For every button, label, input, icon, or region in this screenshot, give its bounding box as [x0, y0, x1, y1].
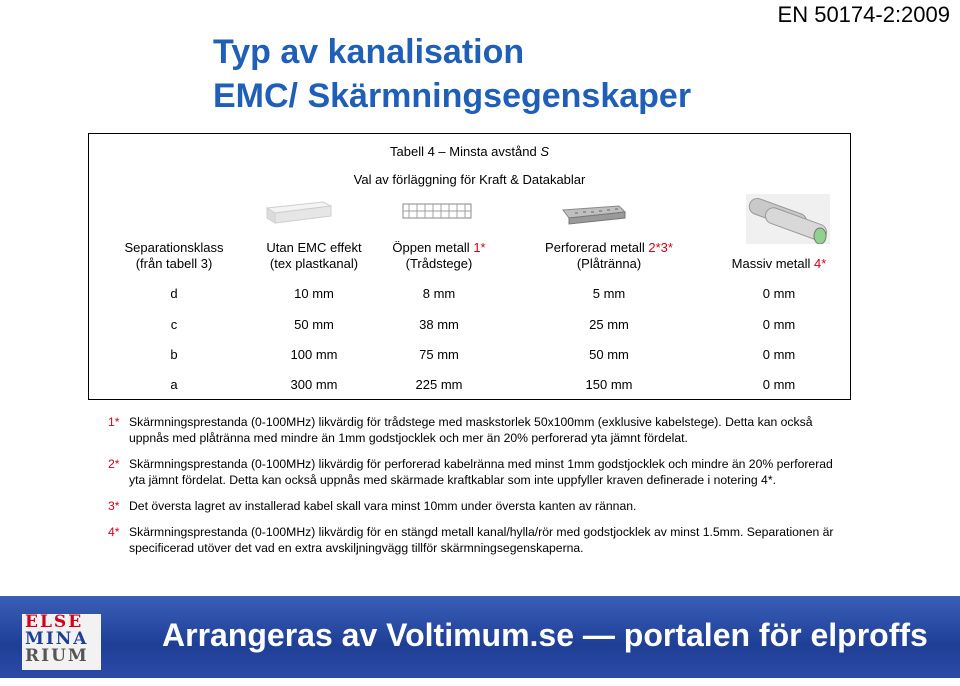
header-perforated-metal: Perforerad metall 2*3* (Plåtränna): [545, 240, 673, 271]
title-line-1: Typ av kanalisation: [213, 33, 525, 71]
table-row: b 100 mm 75 mm 50 mm 0 mm: [170, 347, 796, 362]
wire-tray-image: [399, 200, 475, 224]
footnote-number: 3*: [108, 499, 120, 513]
plastic-duct-image: [263, 196, 335, 224]
footnotes: [108, 414, 848, 566]
separation-table: [88, 133, 851, 400]
footnote-number: 4*: [108, 525, 120, 539]
table-row: d 10 mm 8 mm 5 mm 0 mm: [170, 286, 796, 301]
header-open-metal: Öppen metall 1* (Trådstege): [392, 240, 486, 271]
footnote: [108, 524, 848, 556]
footnote-text: Det översta lagret av installerad kabel skall vara minst 10mm under översta kanten av rännan.: [129, 499, 637, 513]
table-row: c 50 mm 38 mm 25 mm 0 mm: [170, 317, 796, 332]
elseminarium-logo[interactable]: ELSE MINA RIUM: [22, 614, 101, 670]
table-subcaption: Val av förläggning för Kraft & Datakablar: [353, 172, 586, 187]
page-title: [213, 30, 691, 118]
footnote-text: Skärmningsprestanda (0-100MHz) likvärdig för perforerad kabelränna med minst 1mm godstjocklek och mindre än 20% perforerad yta jämnt fördelat. Detta kan också uppnås med skärmade kraftkablar som inte uppfyller kraven definerade i notering 4*.: [129, 457, 833, 487]
footer-slogan: Arrangeras av Voltimum.se — portalen för elproffs: [162, 617, 928, 653]
perforated-tray-image: [561, 204, 627, 226]
table-caption-var: S: [540, 144, 549, 159]
standard-label: EN 50174-2:2009: [777, 2, 950, 27]
note-marker: 4*: [814, 256, 827, 271]
table-caption: [89, 144, 850, 159]
metal-pipe-image: [746, 194, 830, 244]
footnote-text: Skärmningsprestanda (0-100MHz) likvärdig för en stängd metall kanal/hylla/rör med godstjocklek av minst 1.5mm. Separationen är specificerad utöver det vad en extra avskiljningvägg tillför skärmningsegenskaperna.: [129, 525, 834, 555]
footnote-number: 2*: [108, 457, 120, 471]
footnote: [108, 498, 848, 514]
note-marker: 2*3*: [648, 240, 673, 255]
table-caption-text: Tabell 4 – Minsta avstånd: [390, 144, 541, 159]
footnote-text: Skärmningsprestanda (0-100MHz) likvärdig för trådstege med maskstorlek 50x100mm (exklusive kabelstege). Detta kan också uppnås med plåtränna med mindre än 1mm godstjocklek och mer än 20% perforerad yta jämnt fördelat.: [129, 415, 813, 445]
footnote-number: 1*: [108, 415, 120, 429]
footer-banner: [0, 596, 960, 678]
footnote: [108, 414, 848, 446]
title-line-2: EMC/ Skärmningsegenskaper: [213, 77, 692, 115]
table-row: a 300 mm 225 mm 150 mm 0 mm: [170, 377, 796, 392]
header-solid-metal: Massiv metall 4*: [731, 256, 827, 271]
header-no-emc: Utan EMC effekt (tex plastkanal): [266, 240, 362, 271]
note-marker: 1*: [473, 240, 486, 255]
header-separation-class: Separationsklass (från tabell 3): [124, 240, 224, 271]
footnote: [108, 456, 848, 488]
